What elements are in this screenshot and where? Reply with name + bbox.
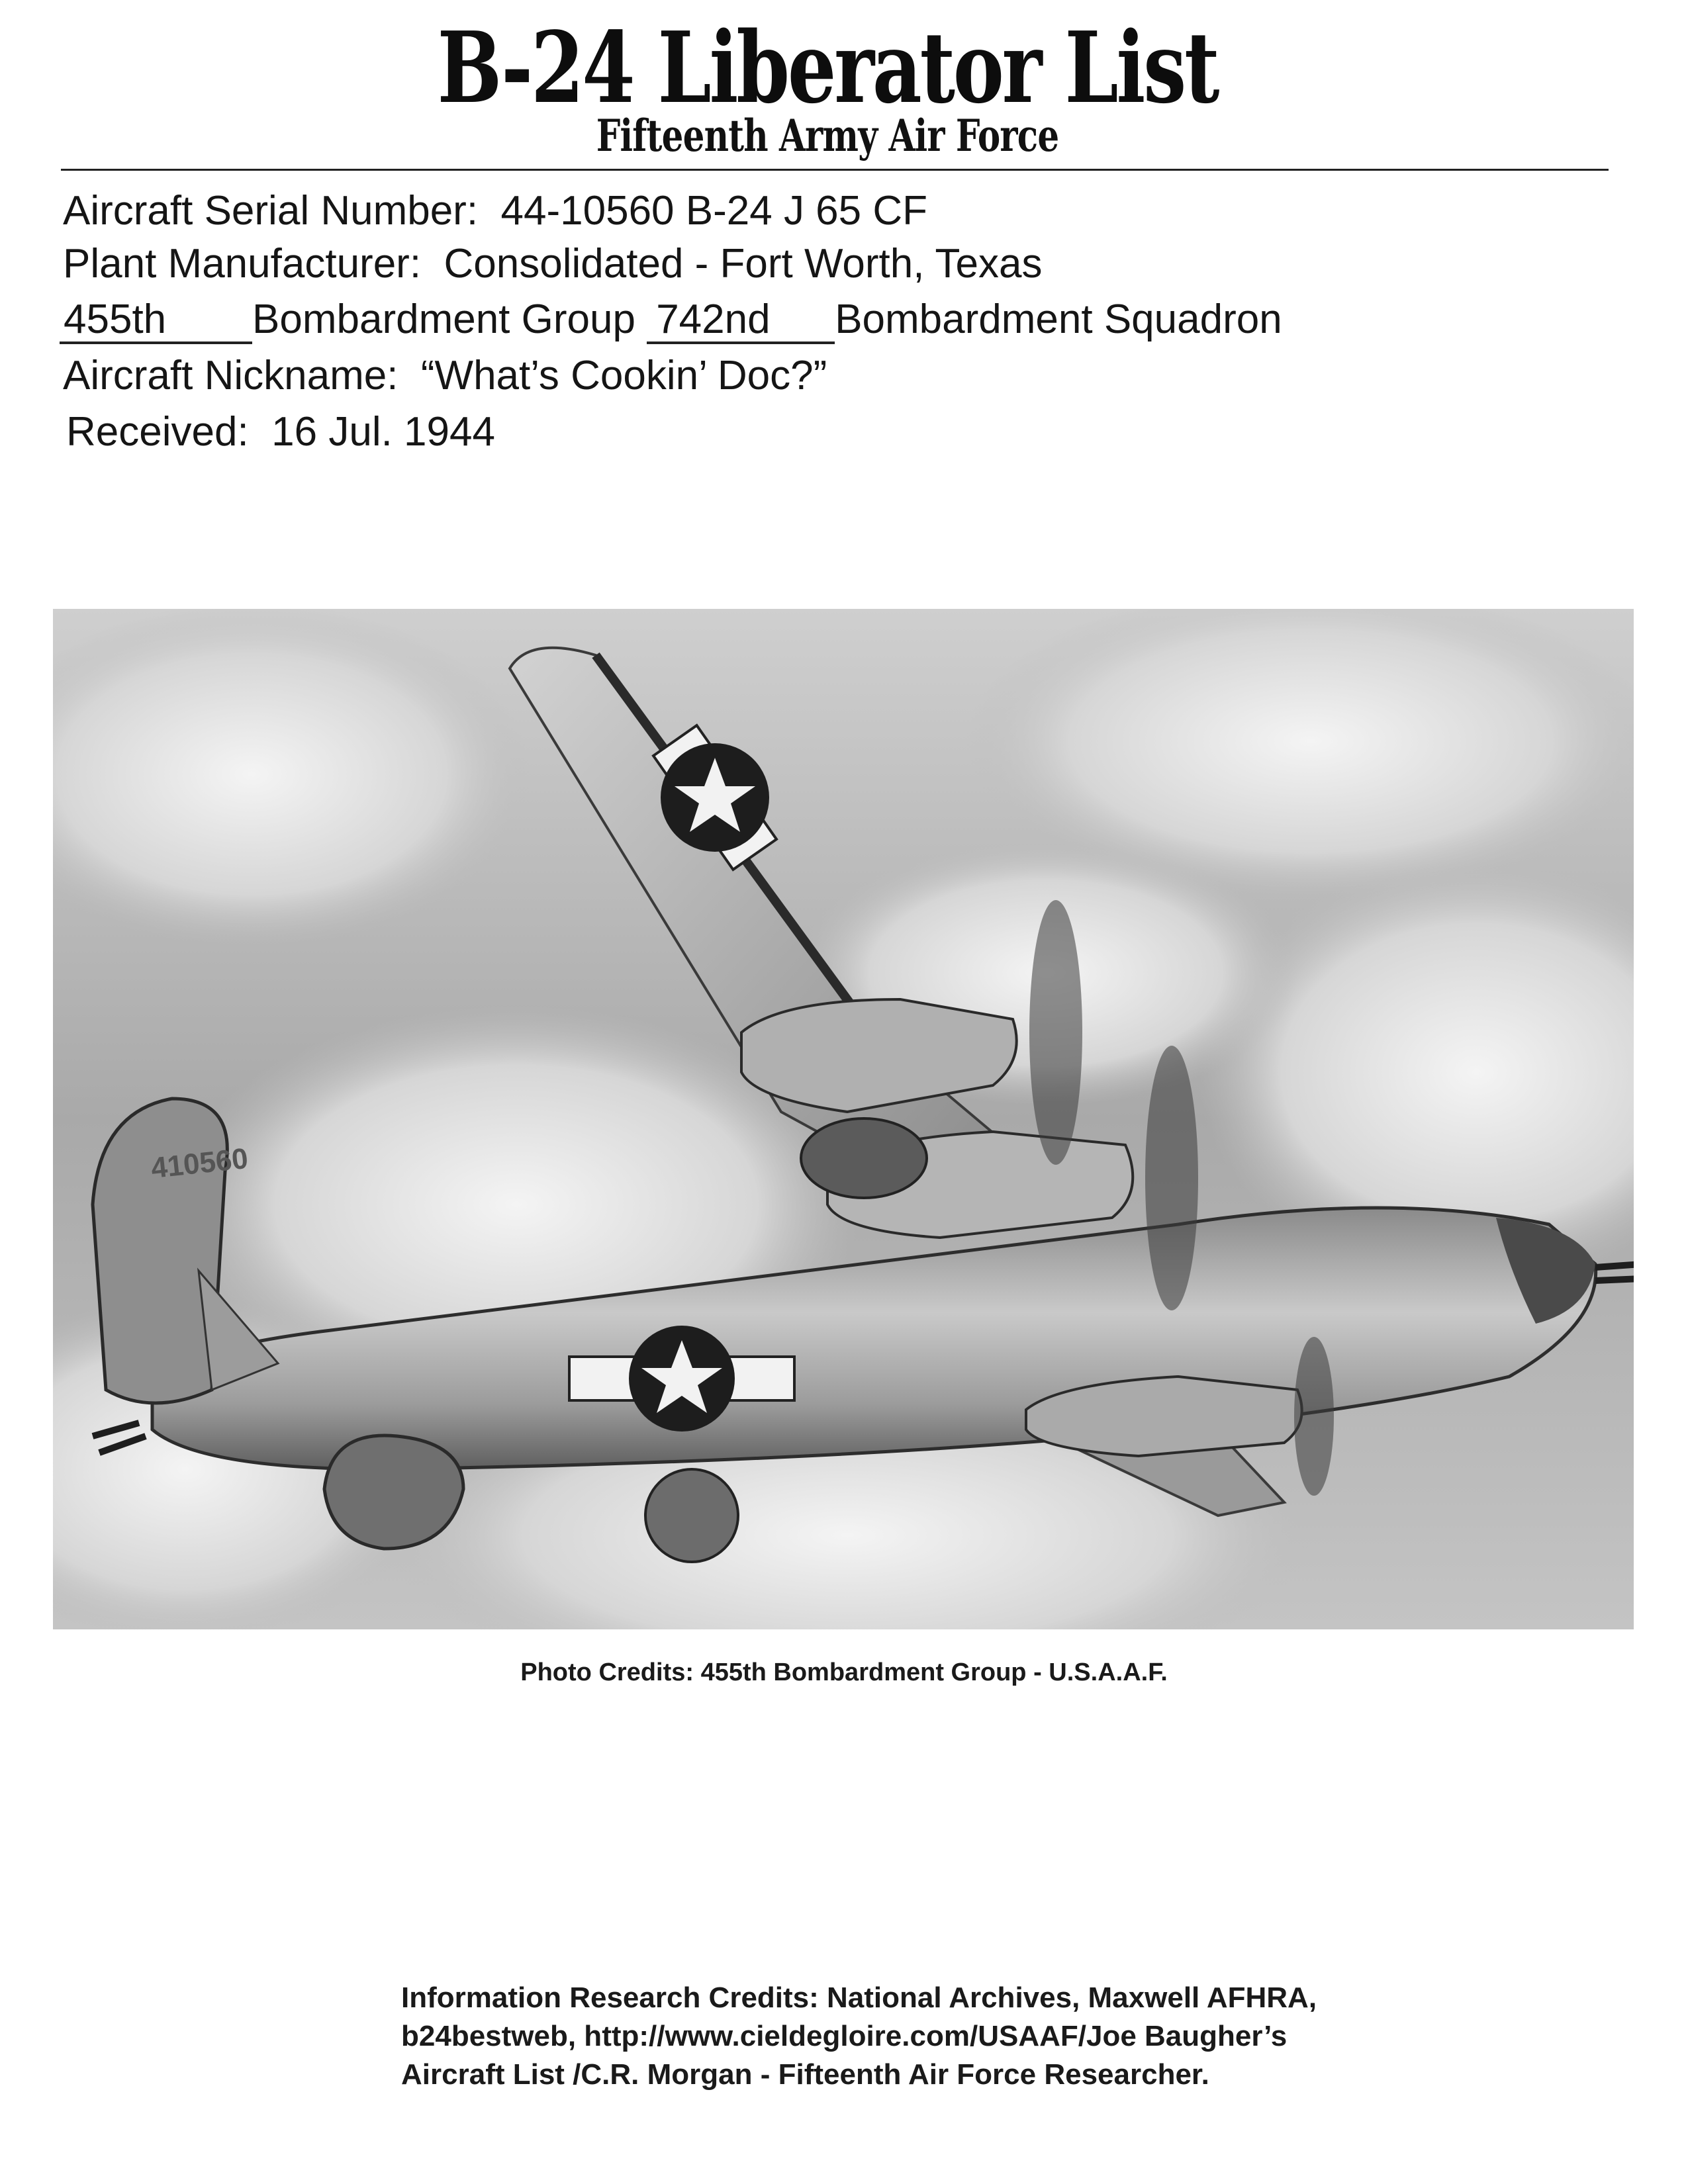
page-subtitle: Fifteenth Army Air Force	[596, 110, 1059, 161]
nickname-row	[63, 355, 827, 396]
nickname-value: “What’s Cookin’ Doc?”	[420, 353, 827, 398]
plant-manufacturer-label: Plant Manufacturer:	[63, 241, 422, 287]
research-credits-line: b24bestweb, http://www.cieldegloire.com/USAAF/Joe Baugher’s	[401, 2020, 1288, 2052]
tail-serial-marking: 410560	[149, 1142, 250, 1185]
serial-number-value: 44-10560 B-24 J 65 CF	[500, 188, 928, 234]
research-credits-line: Aircraft List /C.R. Morgan - Fifteenth Air Force Researcher.	[401, 2058, 1209, 2091]
plant-manufacturer-row	[63, 241, 1043, 287]
research-credits-line: Information Research Credits: National Archives, Maxwell AFHRA,	[401, 1981, 1317, 2014]
received-label: Received:	[66, 409, 249, 455]
bomb-squadron-value: 742nd	[647, 299, 835, 344]
received-value: 16 Jul. 1944	[271, 409, 495, 455]
photo-credits: Photo Credits: 455th Bombardment Group - U.S.A.A.F.	[520, 1659, 1168, 1686]
plant-manufacturer-value: Consolidated - Fort Worth, Texas	[444, 241, 1043, 287]
bomb-squadron-label: Bombardment Squadron	[835, 296, 1282, 342]
nickname-label: Aircraft Nickname:	[63, 353, 399, 398]
bomb-group-value: 455th	[60, 299, 252, 344]
bomb-group-label: Bombardment Group	[252, 296, 635, 342]
page-title: B-24 Liberator List	[437, 10, 1218, 125]
b24-aircraft-photo	[53, 609, 1634, 1629]
serial-number-label: Aircraft Serial Number:	[63, 188, 479, 234]
title-divider	[61, 169, 1609, 171]
received-row	[66, 409, 495, 455]
research-credits	[401, 1979, 1317, 2094]
serial-number-row	[63, 188, 928, 234]
unit-row	[60, 296, 1282, 344]
